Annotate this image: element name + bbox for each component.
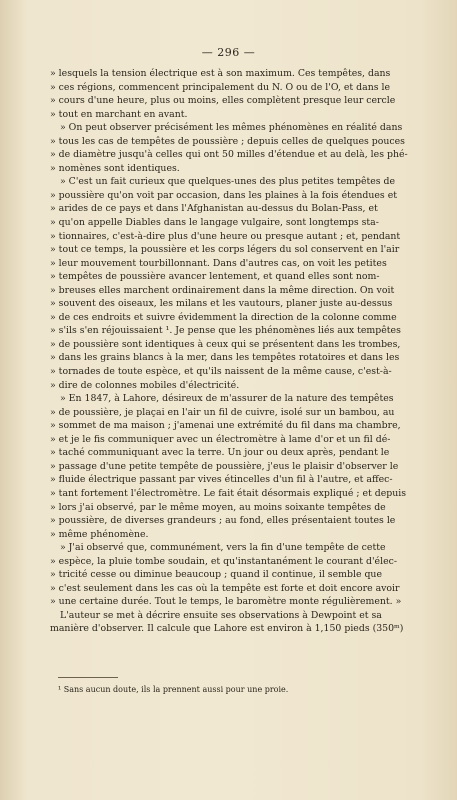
footnote-rule <box>58 677 118 678</box>
text-line: » tout en marchant en avant. <box>50 108 188 120</box>
text-line: » de poussière sont identiques à ceux qui se présentent dans les trombes, <box>50 338 401 350</box>
text-line: » fluide électrique passant par vives étincelles d'un fil à l'autre, et affec- <box>50 474 393 486</box>
text-line: » tous les cas de tempêtes de poussière ; depuis celles de quelques pouces <box>50 135 405 147</box>
text-line: » On peut observer précisément les mêmes phénomènes en réalité dans <box>60 122 403 134</box>
text-line: » tricité cesse ou diminue beaucoup ; quand il continue, il semble que <box>50 569 382 581</box>
text-line: » tornades de toute espèce, et qu'ils naissent de la même cause, c'est-à- <box>50 366 392 378</box>
text-line: » s'ils s'en réjouissaient ¹. Je pense que les phénomènes liés aux tempêtes <box>50 325 401 337</box>
text-line: » poussière, de diverses grandeurs ; au fond, elles présentaient toutes le <box>50 515 396 527</box>
text-line: » c'est seulement dans les cas où la tempête est forte et doit encore avoir <box>50 582 400 594</box>
text-line: » dans les grains blancs à la mer, dans les tempêtes rotatoires et dans les <box>50 352 400 364</box>
text-line: » arides de ce pays et dans l'Afghanistan au-dessus du Bolan-Pass, et <box>50 203 378 215</box>
text-line: » leur mouvement tourbillonnant. Dans d'autres cas, on voit les petites <box>50 257 387 269</box>
text-line: » breuses elles marchent ordinairement dans la même direction. On voit <box>50 284 395 296</box>
text-line: » sommet de ma maison ; j'amenai une extrémité du fil dans ma chambre, <box>50 420 401 432</box>
text-line: » tionnaires, c'est-à-dire plus d'une heure ou presque autant ; et, pendant <box>50 230 401 242</box>
page-number: — 296 — <box>201 46 256 59</box>
text-line: » dire de colonnes mobiles d'électricité. <box>50 379 240 391</box>
text-line: » même phénomène. <box>50 528 149 540</box>
text-line: » nomènes sont identiques. <box>50 162 180 174</box>
text-line: » souvent des oiseaux, les milans et les vautours, planer juste au-dessus <box>50 298 393 310</box>
text-line: » ces régions, commencent principalement du N. O ou de l'O, et dans le <box>50 81 390 93</box>
text-line: » tout ce temps, la poussière et les corps légers du sol conservent en l'air <box>50 244 400 256</box>
text-line: manière d'observer. Il calcule que Lahore est environ à 1,150 pieds (350ᵐ) <box>50 623 404 635</box>
text-line: L'auteur se met à décrire ensuite ses observations à Dewpoint et sa <box>60 609 382 621</box>
text-line: » poussière qu'on voit par occasion, dans les plaines à la fois étendues et <box>50 189 397 201</box>
text-line: » J'ai observé que, communément, vers la fin d'une tempête de cette <box>60 542 386 554</box>
text-line: » taché communiquant avec la terre. Un jour ou deux après, pendant le <box>50 447 390 459</box>
text-line: » lesquels la tension électrique est à son maximum. Ces tempêtes, dans <box>50 68 391 79</box>
text-line: » espèce, la pluie tombe soudain, et qu'instantanément le courant d'élec- <box>50 555 397 567</box>
text-line: » qu'on appelle Diables dans le langage vulgaire, sont longtemps sta- <box>50 217 379 229</box>
text-line: » de diamètre jusqu'à celles qui ont 50 milles d'étendue et au delà, les phé- <box>50 149 408 161</box>
text-line: » et je le fis communiquer avec un électromètre à lame d'or et un fil dé- <box>50 433 391 445</box>
page-body <box>50 67 446 636</box>
text-line: » passage d'une petite tempête de poussière, j'eus le plaisir d'observer le <box>50 460 399 472</box>
text-line: » de ces endroits et suivre évidemment la direction de la colonne comme <box>50 311 397 323</box>
text-line: » cours d'une heure, plus ou moins, elles complètent presque leur cercle <box>50 95 396 107</box>
text-line: » de poussière, je plaçai en l'air un fil de cuivre, isolé sur un bambou, au <box>50 406 395 418</box>
text-line: » une certaine durée. Tout le temps, le baromètre monte régulièrement. » <box>50 596 402 608</box>
text-line: » C'est un fait curieux que quelques-unes des plus petites tempêtes de <box>60 176 396 188</box>
text-line: » En 1847, à Lahore, désireux de m'assurer de la nature des tempêtes <box>60 393 394 405</box>
text-line: » lors j'ai observé, par le même moyen, au moins soixante tempêtes de <box>50 501 386 513</box>
footnote: ¹ Sans aucun doute, ils la prennent aussi pour une proie. <box>58 685 289 694</box>
text-line: » tant fortement l'électromètre. Le fait était désormais expliqué ; et depuis <box>50 487 407 499</box>
text-line: » tempêtes de poussière avancer lentement, et quand elles sont nom- <box>50 271 380 283</box>
